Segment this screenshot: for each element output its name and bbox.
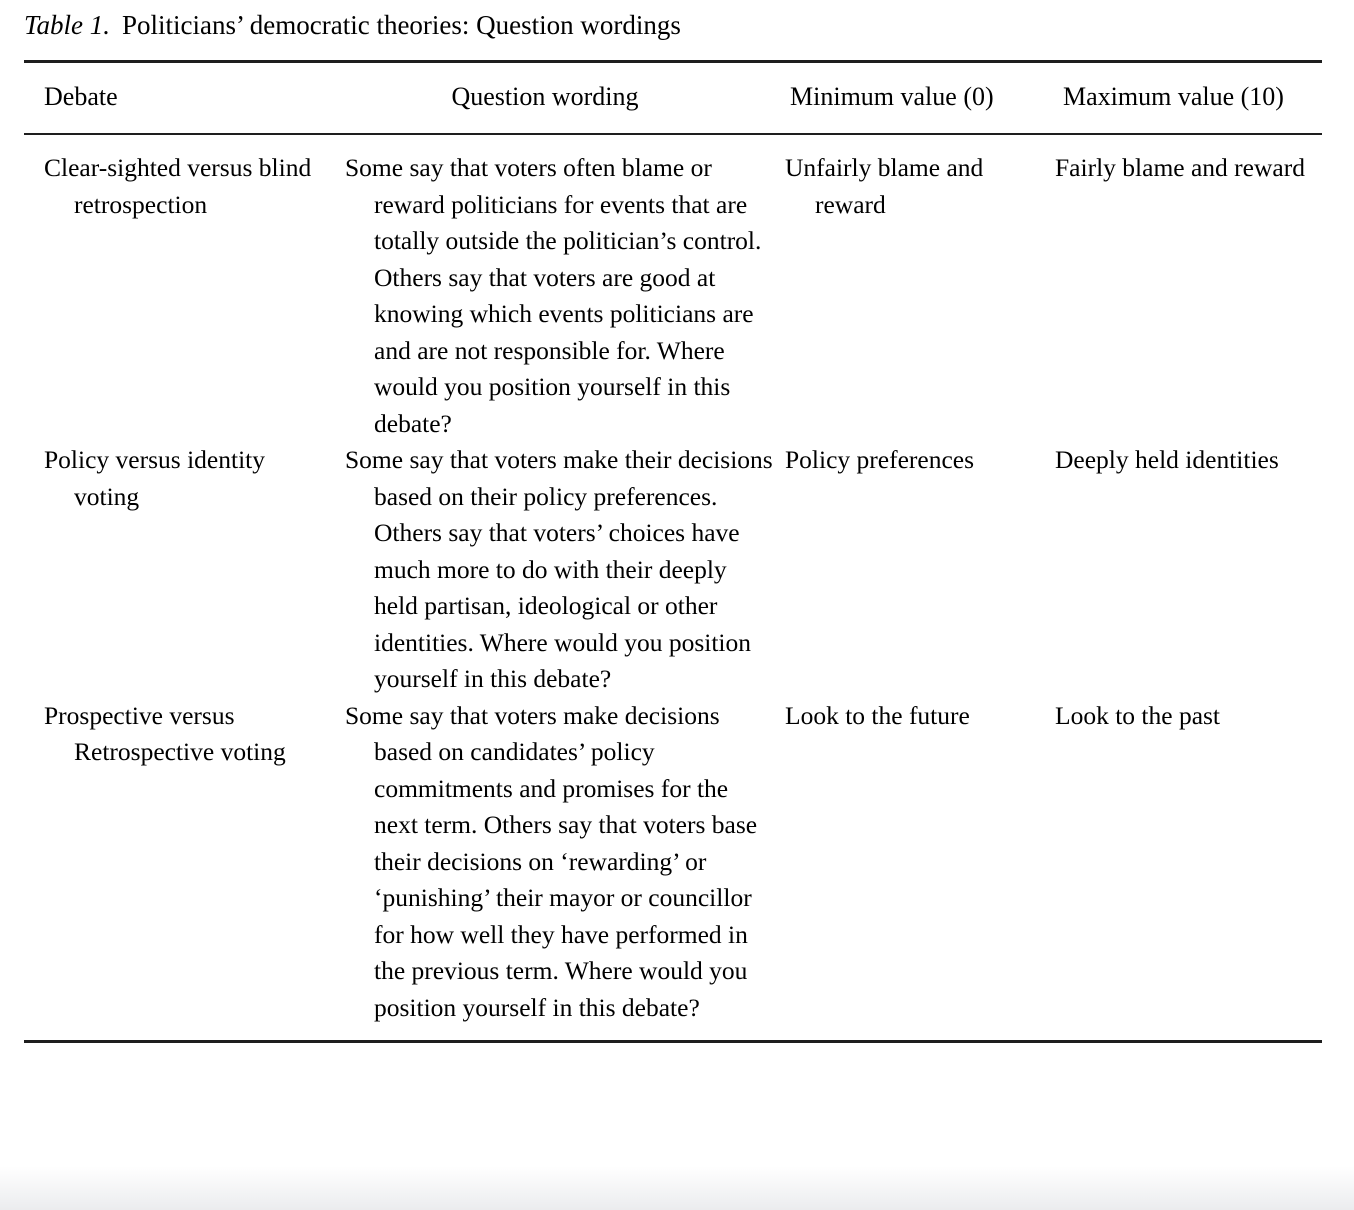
- table-caption-text: Politicians’ democratic theories: Question wordings: [122, 10, 681, 40]
- cell-debate: Prospective versus Retrospective voting: [44, 700, 286, 766]
- table-row-policy-identity: [24, 442, 1322, 698]
- column-header-debate: Debate: [44, 82, 118, 111]
- cell-question: Some say that voters make their decisions based on their policy preferences. Others say that voters’ choices have much more to do with their deeply held partisan, ideological or other identities. Where would you position yourself in this debate?: [345, 445, 773, 693]
- cell-question: Some say that voters often blame or reward politicians for events that are totally outside the politician’s control. Others say that voters are good at knowing which events politicians are and are not responsible for. Where would you position yourself in this debate?: [345, 153, 762, 438]
- question-wordings-table: [24, 6, 1322, 1043]
- column-header-min: Minimum value (0): [790, 82, 994, 111]
- cell-max: Look to the past: [1055, 700, 1221, 730]
- cell-min: Unfairly blame and reward: [785, 153, 984, 219]
- cell-max: Deeply held identities: [1055, 445, 1279, 474]
- column-header-max: Maximum value (10): [1063, 82, 1284, 111]
- cell-question: Some say that voters make decisions based on candidates’ policy commitments and promises for the next term. Others say that voters base their decisions on ‘rewarding’ or ‘punishing’ their mayor or councillor for how well they have performed in the previous term. Where would you position yourself in this debate?: [345, 700, 758, 1022]
- table-caption: [24, 6, 1322, 44]
- table-body: [24, 135, 1322, 1040]
- table-header-row: [24, 63, 1322, 133]
- table-bottom-rule: [24, 1040, 1322, 1043]
- column-header-question: Question wording: [451, 82, 639, 111]
- cell-min: Policy preferences: [785, 445, 975, 474]
- table-row-clear-sighted: [24, 150, 1322, 442]
- table-row-prospective-retrospective: [24, 698, 1322, 1027]
- page-bottom-edge: [0, 1166, 1354, 1210]
- table-caption-label: Table 1.: [24, 10, 111, 40]
- cell-max: Fairly blame and reward: [1055, 153, 1305, 182]
- cell-debate: Clear-sighted versus blind retrospection: [44, 153, 312, 219]
- cell-debate: Policy versus identity voting: [44, 445, 265, 511]
- cell-min: Look to the future: [785, 700, 970, 730]
